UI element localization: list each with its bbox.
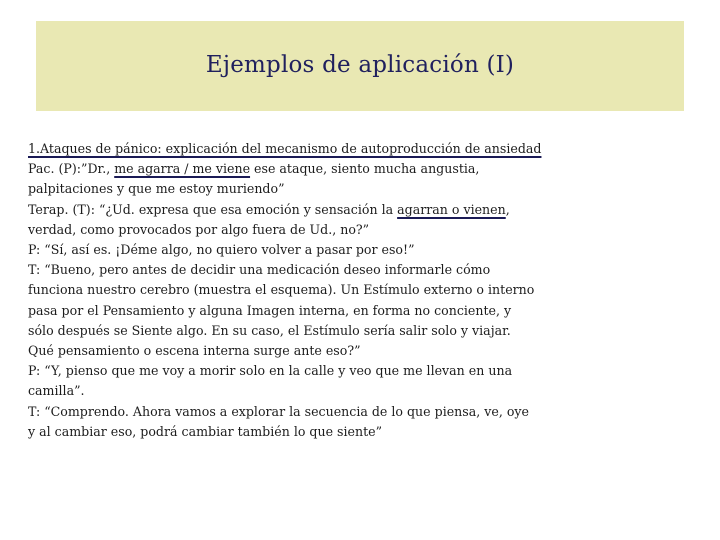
body-line: camilla”. <box>28 383 85 399</box>
text-segment: , <box>505 201 510 217</box>
text-segment: Pac. (P):”Dr., <box>28 161 115 177</box>
body-line <box>28 200 628 220</box>
body-line: y al cambiar eso, podrá cambiar también lo que siente” <box>28 423 383 439</box>
body-line: T: “Bueno, pero antes de decidir una medicación deseo informarle cómo <box>28 262 491 278</box>
body-line: Qué pensamiento o escena interna surge ante eso?” <box>28 343 361 359</box>
body-line: pasa por el Pensamiento y alguna Imagen interna, en forma no conciente, y <box>28 302 512 318</box>
text-segment: ese ataque, siento mucha angustia, <box>250 161 480 177</box>
body-line: funciona nuestro cerebro (muestra el esquema). Un Estímulo externo o interno <box>28 282 535 298</box>
underlined-phrase: agarran o vienen <box>397 201 506 217</box>
body-line: sólo después se Siente algo. En su caso, el Estímulo sería salir solo y viajar. <box>28 322 511 338</box>
body-line: T: “Comprendo. Ahora vamos a explorar la secuencia de lo que piensa, ve, oye <box>28 403 529 419</box>
body-line: P: “Y, pienso que me voy a morir solo en la calle y veo que me llevan en una <box>28 363 513 379</box>
slide-body <box>28 139 628 442</box>
body-line: palpitaciones y que me estoy muriendo” <box>28 181 285 197</box>
body-line: P: “Sí, así es. ¡Déme algo, no quiero volver a pasar por eso!” <box>28 242 415 258</box>
section-heading: 1.Ataques de pánico: explicación del mecanismo de autoproducción de ansiedad <box>28 141 542 156</box>
slide-title: Ejemplos de aplicación (I) <box>205 52 515 78</box>
underlined-phrase: me agarra / me viene <box>114 161 251 177</box>
body-line <box>28 159 628 179</box>
text-segment: Terap. (T): “¿Ud. expresa que esa emoción y sensación la <box>28 201 398 217</box>
body-line: verdad, como provocados por algo fuera de Ud., no?” <box>28 221 370 237</box>
